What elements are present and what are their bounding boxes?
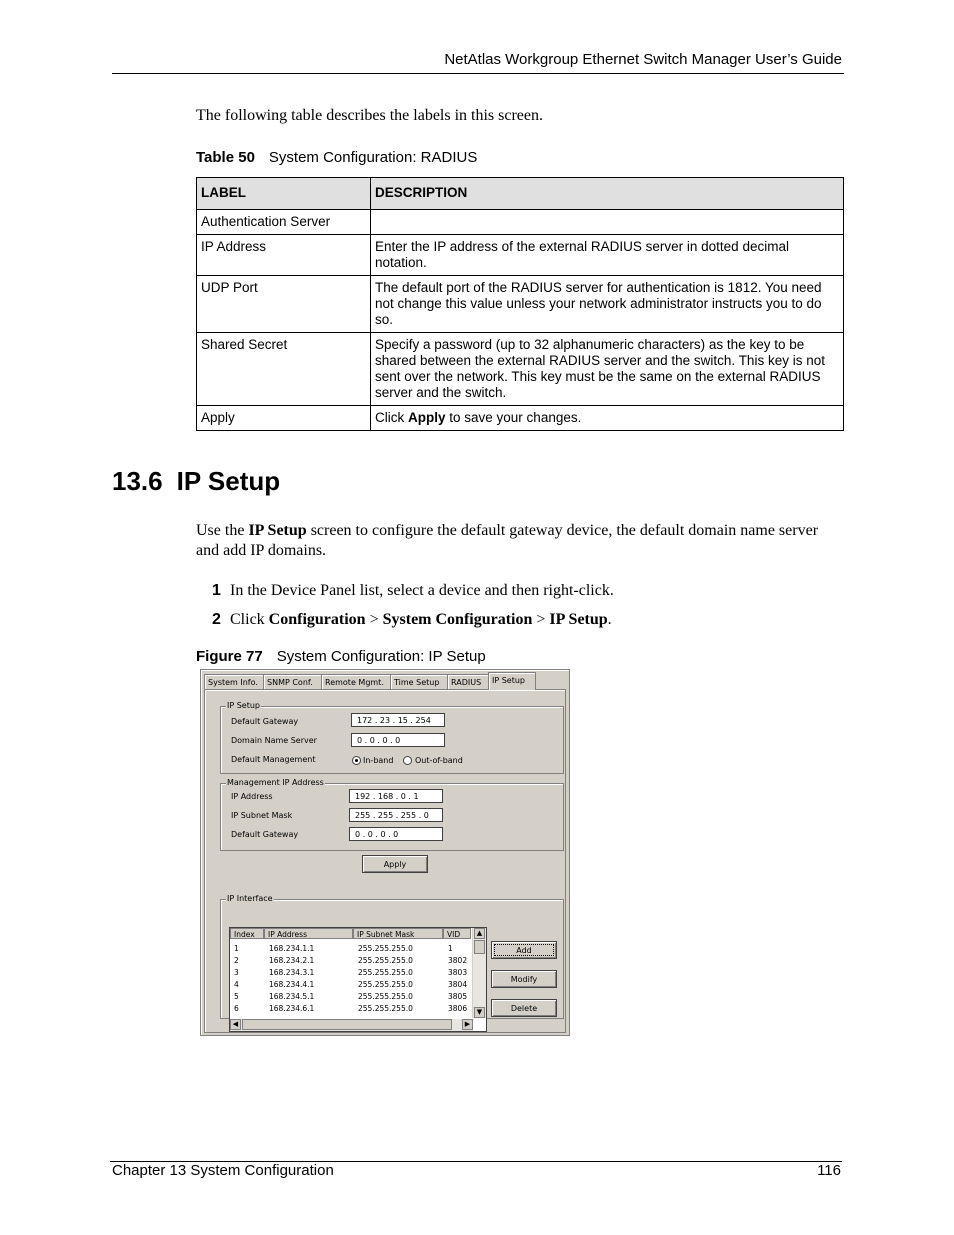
- cell-index: 2: [234, 956, 239, 965]
- list-row[interactable]: [230, 967, 471, 979]
- row-label: Authentication Server: [197, 210, 371, 235]
- tab-radius[interactable]: RADIUS: [447, 674, 491, 690]
- step-number: 2: [212, 611, 221, 628]
- cell-mask: 255.255.255.0: [358, 1004, 413, 1013]
- table-caption-number: Table 50: [196, 149, 255, 166]
- scroll-thumb[interactable]: [474, 940, 485, 954]
- cell-ip: 168.234.5.1: [269, 992, 315, 1001]
- row-label: Apply: [197, 406, 371, 431]
- col-subnet-mask[interactable]: IP Subnet Mask: [353, 928, 443, 939]
- cell-mask: 255.255.255.0: [358, 992, 413, 1001]
- default-gateway-field[interactable]: 172 . 23 . 15 . 254: [351, 713, 445, 727]
- tab-ip-setup[interactable]: IP Setup: [488, 672, 536, 690]
- step-text: >: [365, 611, 383, 628]
- cell-vid: 3803: [448, 968, 468, 977]
- para-text: Use the: [196, 522, 249, 539]
- section-title: IP Setup: [176, 466, 281, 496]
- footer-chapter: Chapter 13 System Configuration: [112, 1162, 334, 1179]
- step-bold: IP Setup: [549, 611, 608, 628]
- cell-ip: 168.234.4.1: [269, 980, 315, 989]
- list-row[interactable]: [230, 955, 471, 967]
- list-row[interactable]: [230, 979, 471, 991]
- subnet-mask-field[interactable]: 255 . 255 . 255 . 0: [349, 808, 443, 822]
- figure-caption: [196, 648, 486, 665]
- desc-text: to save your changes.: [445, 410, 582, 425]
- dns-field[interactable]: 0 . 0 . 0 . 0: [351, 733, 445, 747]
- step-text: >: [532, 611, 550, 628]
- default-management-label: Default Management: [231, 755, 316, 764]
- cell-vid: 3802: [448, 956, 468, 965]
- header-rule: [112, 73, 844, 74]
- tab-snmp-conf[interactable]: SNMP Conf.: [263, 674, 323, 690]
- cell-vid: 3805: [448, 992, 468, 1001]
- section-number: 13.6: [112, 466, 163, 496]
- ip-address-field[interactable]: 192 . 168 . 0 . 1: [349, 789, 443, 803]
- row-description: Specify a password (up to 32 alphanumeric characters) as the key to be shared between the external RADIUS server and the switch. This key is not sent over the network. This key must be the same on the external RADIUS server and the switch.: [371, 333, 844, 406]
- table-header-description: DESCRIPTION: [371, 178, 844, 210]
- tab-remote-mgmt[interactable]: Remote Mgmt.: [321, 674, 391, 690]
- cell-index: 3: [234, 968, 239, 977]
- figure-caption-text: System Configuration: IP Setup: [276, 648, 486, 665]
- row-label: IP Address: [197, 235, 371, 276]
- group-label: IP Interface: [227, 894, 273, 903]
- para-bold: IP Setup: [248, 522, 307, 539]
- dns-label: Domain Name Server: [231, 736, 317, 745]
- cell-vid: 1: [448, 944, 453, 953]
- cell-index: 4: [234, 980, 239, 989]
- group-label: Management IP Address: [227, 778, 324, 787]
- tab-time-setup[interactable]: Time Setup: [390, 674, 448, 690]
- table-header-row: [197, 178, 844, 210]
- ip-address-label: IP Address: [231, 792, 273, 801]
- row-label: UDP Port: [197, 276, 371, 333]
- step-number: 1: [212, 582, 221, 599]
- horizontal-scrollbar[interactable]: [230, 1019, 473, 1031]
- scroll-down-icon[interactable]: ▼: [474, 1007, 485, 1018]
- cell-index: 1: [234, 944, 239, 953]
- running-header: NetAtlas Workgroup Ethernet Switch Manager User’s Guide: [444, 51, 842, 68]
- cell-ip: 168.234.6.1: [269, 1004, 315, 1013]
- desc-text: Click: [375, 410, 408, 425]
- ip-setup-dialog: [200, 669, 570, 1036]
- row-description: [371, 210, 844, 235]
- step-text: In the Device Panel list, select a device and then right-click.: [230, 582, 614, 599]
- cell-ip: 168.234.3.1: [269, 968, 315, 977]
- delete-button[interactable]: Delete: [491, 999, 557, 1017]
- row-description: [371, 406, 844, 431]
- list-row[interactable]: [230, 1003, 471, 1015]
- col-index[interactable]: Index: [230, 928, 264, 939]
- cell-index: 5: [234, 992, 239, 1001]
- table-row: [197, 406, 844, 431]
- management-ip-group: [220, 778, 564, 851]
- cell-mask: 255.255.255.0: [358, 980, 413, 989]
- list-row[interactable]: [230, 943, 471, 955]
- figure-caption-number: Figure 77: [196, 648, 263, 665]
- step-2: [212, 611, 612, 629]
- section-paragraph: [196, 521, 836, 561]
- list-row[interactable]: [230, 991, 471, 1003]
- table-header-label: LABEL: [197, 178, 371, 210]
- step-bold: Configuration: [268, 611, 366, 628]
- step-bold: System Configuration: [382, 611, 533, 628]
- group-label: IP Setup: [227, 701, 261, 710]
- outofband-label: Out-of-band: [415, 756, 463, 765]
- apply-button[interactable]: Apply: [362, 855, 428, 873]
- modify-button[interactable]: Modify: [491, 970, 557, 988]
- ip-interface-list[interactable]: [229, 927, 487, 1032]
- tab-panel: [204, 689, 566, 1033]
- vertical-scrollbar[interactable]: [472, 928, 486, 1018]
- cell-vid: 3804: [448, 980, 468, 989]
- radius-label-table: [196, 177, 844, 431]
- hscroll-thumb[interactable]: [242, 1019, 452, 1030]
- cell-mask: 255.255.255.0: [358, 944, 413, 953]
- row-label: Shared Secret: [197, 333, 371, 406]
- cell-mask: 255.255.255.0: [358, 968, 413, 977]
- table-row: [197, 235, 844, 276]
- table-caption: [196, 149, 477, 166]
- default-gateway-label: Default Gateway: [231, 717, 299, 726]
- cell-vid: 3806: [448, 1004, 468, 1013]
- row-description: The default port of the RADIUS server for authentication is 1812. You need not change this value unless your network administrator instructs you to do so.: [371, 276, 844, 333]
- step-1: [212, 582, 614, 600]
- cell-mask: 255.255.255.0: [358, 956, 413, 965]
- tab-system-info[interactable]: System Info.: [204, 674, 268, 690]
- ip-setup-group: [220, 701, 564, 774]
- add-button[interactable]: Add: [491, 941, 557, 959]
- row-description: Enter the IP address of the external RADIUS server in dotted decimal notation.: [371, 235, 844, 276]
- table-row: [197, 276, 844, 333]
- col-ip-address[interactable]: IP Address: [264, 928, 353, 939]
- outofband-radio[interactable]: [403, 756, 412, 765]
- cell-ip: 168.234.1.1: [269, 944, 315, 953]
- page-number: 116: [817, 1162, 841, 1179]
- mgmt-gateway-field[interactable]: 0 . 0 . 0 . 0: [349, 827, 443, 841]
- step-text: Click: [230, 611, 269, 628]
- table-caption-text: System Configuration: RADIUS: [268, 149, 478, 166]
- step-text: .: [607, 611, 612, 628]
- intro-text: The following table describes the labels in this screen.: [196, 107, 544, 124]
- section-heading: [112, 466, 280, 497]
- mgmt-gateway-label: Default Gateway: [231, 830, 299, 839]
- cell-index: 6: [234, 1004, 239, 1013]
- cell-ip: 168.234.2.1: [269, 956, 315, 965]
- subnet-mask-label: IP Subnet Mask: [231, 811, 293, 820]
- desc-bold: Apply: [408, 410, 446, 425]
- list-header: [230, 928, 471, 940]
- para-text: screen to configure the default gateway device, the default domain name server and add IP domains.: [196, 522, 819, 559]
- scroll-left-icon[interactable]: ◀: [230, 1019, 241, 1030]
- scroll-right-icon[interactable]: ▶: [462, 1019, 473, 1030]
- table-row: [197, 333, 844, 406]
- table-row: [197, 210, 844, 235]
- scroll-up-icon[interactable]: ▲: [474, 928, 485, 939]
- col-vid[interactable]: VID: [443, 928, 471, 939]
- inband-label: In-band: [363, 756, 394, 765]
- inband-radio[interactable]: [352, 756, 361, 765]
